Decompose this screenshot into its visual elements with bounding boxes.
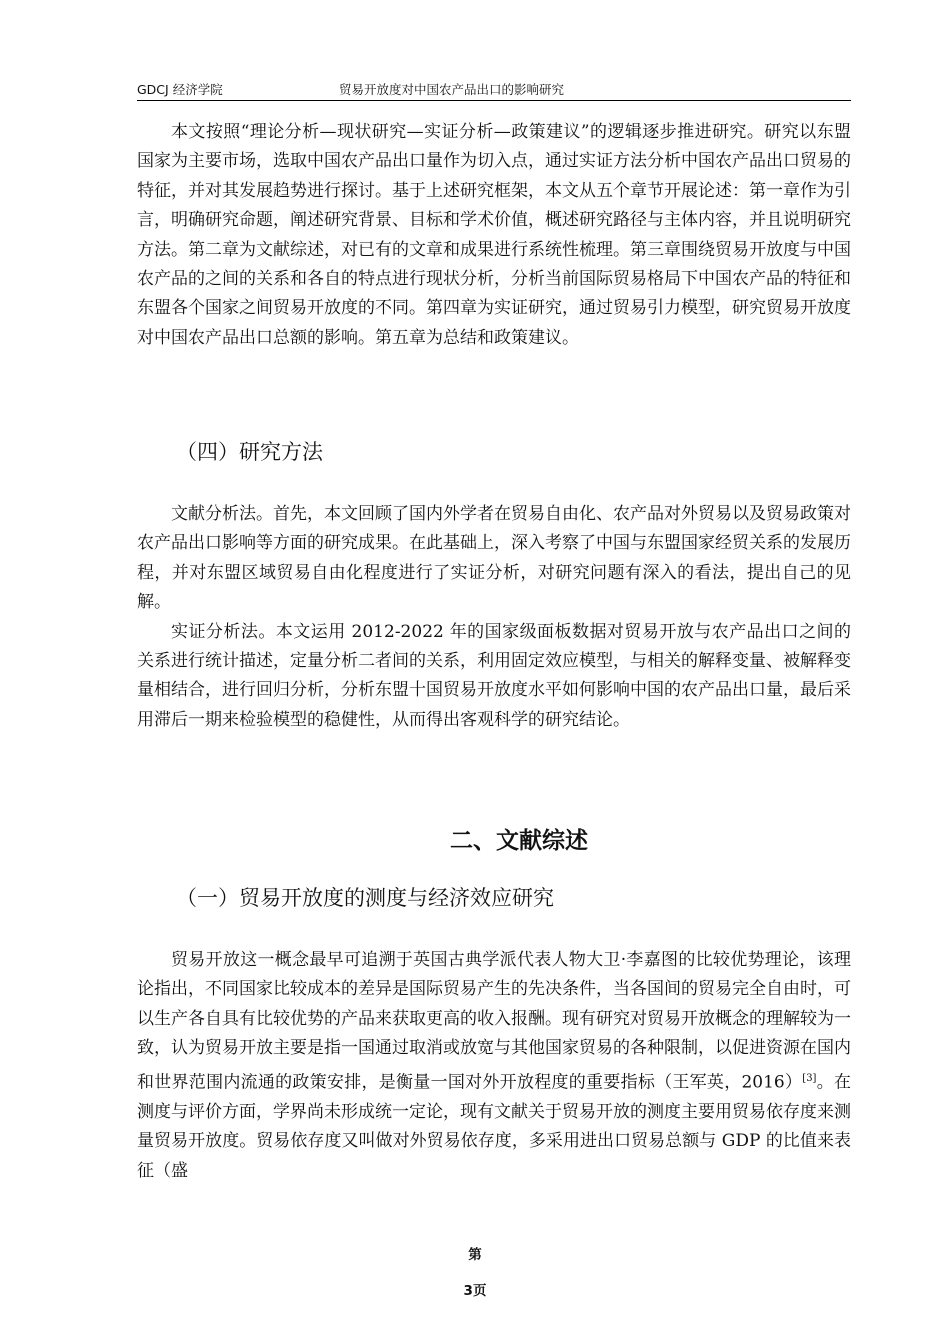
page-header [137, 78, 851, 101]
heading-research-methods: （四）研究方法 [176, 440, 323, 464]
paragraph-literature-method: 文献分析法。首先，本文回顾了国内外学者在贸易自由化、农产品对外贸易以及贸易政策对农产品出口影响等方面的研究成果。在此基础上，深入考察了中国与东盟国家经贸关系的发展历程，并对东盟区域贸易自由化程度进行了实证分析，对研究问题有深入的看法，提出自己的见解。 [137, 504, 851, 613]
paragraph-text-part2: 。在测度与评价方面，学界尚未形成统一定论，现有文献关于贸易开放的测度主要用贸易依存度来测量贸易开放度。贸易依存度又叫做对外贸易依存度，多采用进出口贸易总额与 GDP 的比值来表征（盛 [137, 1072, 852, 1181]
paragraph-empirical-method: 实证分析法。本文运用 2012-2022 年的国家级面板数据对贸易开放与农产品出口之间的关系进行统计描述，定量分析二者间的关系，利用固定效应模型，与相关的解释变量、被解释变量相结合，进行回归分析，分析东盟十国贸易开放度水平如何影响中国的农产品出口量，最后采用滞后一期来检验模型的稳健性，从而得出客观科学的研究结论。 [137, 621, 851, 730]
heading-trade-openness: （一）贸易开放度的测度与经济效应研究 [176, 886, 554, 910]
paragraph-text-part1: 贸易开放这一概念最早可追溯于英国古典学派代表人物大卫·李嘉图的比较优势理论，该理论指出，不同国家比较成本的差异是国际贸易产生的先决条件，当各国间的贸易完全自由时，可以生产各自具有比较优势的产品来获取更高的收入报酬。现有研究对贸易开放概念的理解较为一致，认为贸易开放主要是指一国通过取消或放宽与其他国家贸易的各种限制，以促进资源在国内和世界范围内流通的政策安排，是衡量一国对外开放程度的重要指标（王军英，2016） [137, 950, 851, 1093]
literature-block [137, 946, 851, 1186]
page-number-line1: 第 [468, 1247, 482, 1263]
header-thesis-title: 贸易开放度对中国农产品出口的影响研究 [339, 82, 565, 97]
citation-3: [3] [802, 1072, 817, 1084]
page-number-line2: 3页 [463, 1283, 487, 1299]
chapter-title: 二、文献综述 [450, 828, 588, 854]
paragraph-research-structure: 本文按照“理论分析—现状研究—实证分析—政策建议”的逻辑逐步推进研究。研究以东盟国家为主要市场，选取中国农产品出口量作为切入点，通过实证方法分析中国农产品出口贸易的特征，并对其发展趋势进行探讨。基于上述研究框架，本文从五个章节开展论述：第一章作为引言，明确研究命题，阐述研究背景、目标和学术价值，概述研究路径与主体内容，并且说明研究方法。第二章为文献综述，对已有的文章和成果进行系统性梳理。第三章围绕贸易开放度与中国农产品的之间的关系和各自的特点进行现状分析，分析当前国际贸易格局下中国农产品的特征和东盟各个国家之间贸易开放度的不同。第四章为实证研究，通过贸易引力模型，研究贸易开放度对中国农产品出口总额的影响。第五章为总结和政策建议。 [137, 122, 851, 348]
paragraph-trade-openness [137, 946, 851, 1186]
methods-block [137, 500, 851, 735]
paragraph-structure [137, 118, 851, 353]
header-institution: GDCJ 经济学院 [137, 82, 223, 97]
